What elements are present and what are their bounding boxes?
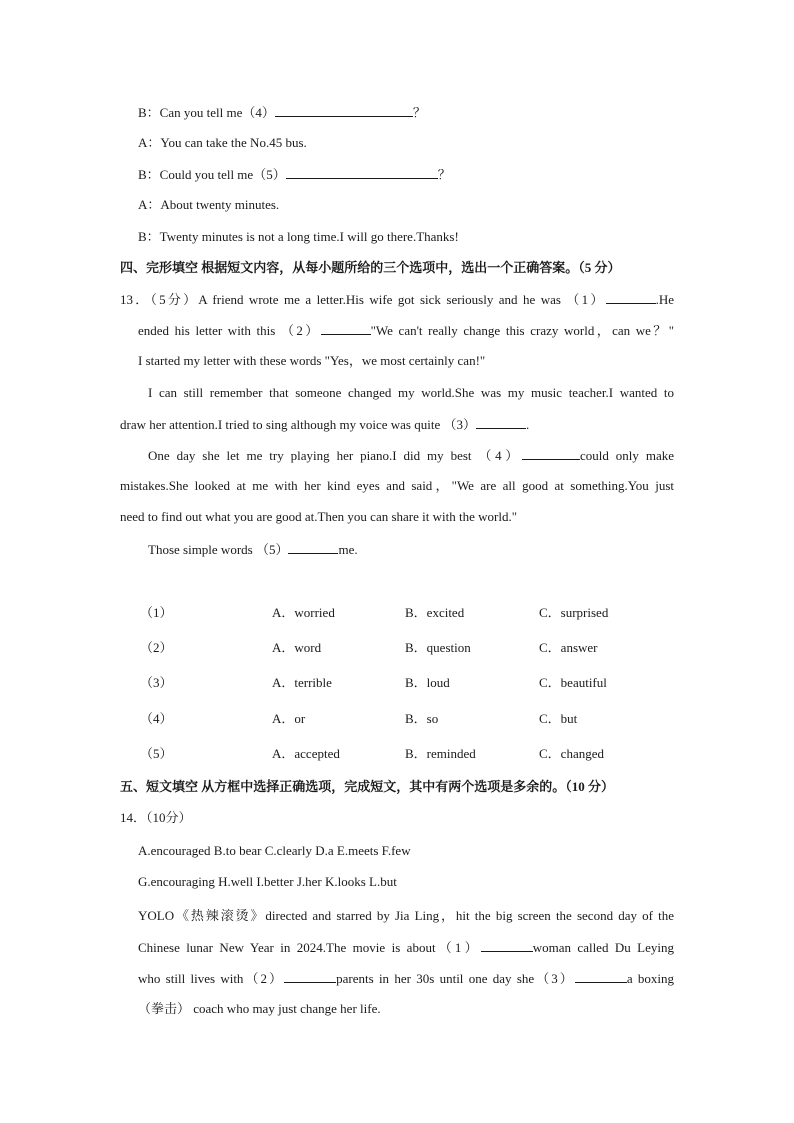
- passage-text: Those simple words （5）: [148, 542, 289, 557]
- speaker-label: B：: [138, 229, 160, 244]
- option-c[interactable]: C．but: [539, 711, 578, 726]
- section4-heading: 四、完形填空 根据短文内容，从每小题所给的三个选项中，选出一个正确答案。（5 分）: [120, 260, 621, 275]
- passage-line: [138, 970, 674, 987]
- dialogue-text: Could you tell me（5）: [159, 167, 286, 182]
- passage-text: "We can't really change this crazy world，can we？": [370, 323, 674, 338]
- option-a[interactable]: A．terrible: [272, 675, 332, 690]
- option-b[interactable]: B．so: [405, 711, 439, 726]
- passage-text: woman called Du Leying: [532, 940, 674, 955]
- passage-text: A friend wrote me a letter.His wife got sick seriously and he was （1）: [198, 292, 606, 307]
- passage-text: .He: [655, 292, 674, 307]
- cloze-line: [148, 447, 674, 464]
- cloze-line: [120, 291, 674, 308]
- option-number: （4）: [140, 711, 173, 726]
- cloze-blank-3[interactable]: [476, 416, 526, 429]
- question-number: 14．（10分）: [120, 810, 192, 825]
- option-b[interactable]: B．question: [405, 640, 471, 655]
- speaker-label: A：: [138, 197, 161, 212]
- passage-text: ended his letter with this （2）: [138, 323, 321, 338]
- option-number: （1）: [140, 605, 173, 620]
- question-number: 13．（5分）: [120, 292, 199, 307]
- passage-line: [138, 939, 674, 956]
- option-c[interactable]: C．changed: [539, 746, 604, 761]
- cloze-blank-4[interactable]: [522, 447, 580, 460]
- cloze-blank-2[interactable]: [321, 322, 371, 335]
- choice-list: A.encouraged B.to bear C.clearly D.a E.meets F.few: [138, 843, 411, 858]
- option-a[interactable]: A．accepted: [272, 746, 340, 761]
- speaker-label: B：: [138, 167, 160, 182]
- cloze-line: [138, 322, 674, 339]
- cloze-line: I started my letter with these words "Yes，we most certainly can!": [138, 353, 486, 368]
- option-a[interactable]: A．worried: [272, 605, 335, 620]
- option-number: （2）: [140, 640, 173, 655]
- cloze-line: need to find out what you are good at.Then you can share it with the world.": [120, 509, 518, 524]
- cloze-blank-5[interactable]: [288, 541, 338, 554]
- choice-list: G.encouraging H.well I.better J.her K.looks L.but: [138, 874, 397, 889]
- section5-heading: 五、短文填空 从方框中选择正确选项，完成短文，其中有两个选项是多余的。（10 分）: [120, 779, 615, 794]
- dialogue-line-5: [138, 229, 459, 245]
- cloze-line: mistakes.She looked at me with her kind eyes and said，"We are all good at something.You just: [120, 478, 674, 493]
- passage-line: YOLO《热辣滚烫》directed and starred by Jia Ling，hit the big screen the second day of the: [138, 908, 674, 923]
- option-b[interactable]: B．reminded: [405, 746, 476, 761]
- option-b[interactable]: B．loud: [405, 675, 450, 690]
- dialogue-punct: ？: [437, 167, 451, 182]
- answer-blank[interactable]: [286, 166, 438, 179]
- dialogue-text: Twenty minutes is not a long time.I will go there.Thanks!: [159, 229, 459, 244]
- option-c[interactable]: C．answer: [539, 640, 598, 655]
- passage-line: （拳击） coach who may just change her life.: [138, 1001, 381, 1016]
- option-number: （3）: [140, 675, 173, 690]
- cloze-line: [148, 541, 358, 558]
- cloze-blank-1[interactable]: [606, 291, 656, 304]
- option-a[interactable]: A．or: [272, 711, 306, 726]
- fill-blank-1[interactable]: [481, 939, 533, 952]
- option-a[interactable]: A．word: [272, 640, 322, 655]
- cloze-line: [120, 416, 529, 433]
- option-c[interactable]: C．beautiful: [539, 675, 607, 690]
- answer-blank[interactable]: [275, 104, 413, 117]
- dialogue-line-3: [138, 166, 451, 183]
- speaker-label: A：: [138, 135, 161, 150]
- passage-text: a boxing: [626, 971, 675, 986]
- passage-text: draw her attention.I tried to sing although my voice was quite （3）: [120, 417, 476, 432]
- cloze-line: I can still remember that someone changed my world.She was my music teacher.I wanted to: [148, 385, 674, 400]
- passage-text: me.: [338, 542, 358, 557]
- option-b[interactable]: B．excited: [405, 605, 465, 620]
- passage-text: .: [525, 417, 530, 432]
- passage-text: Chinese lunar New Year in 2024.The movie is about（1）: [138, 940, 481, 955]
- dialogue-text: You can take the No.45 bus.: [160, 135, 307, 150]
- option-number: （5）: [140, 746, 173, 761]
- fill-blank-3[interactable]: [575, 970, 627, 983]
- option-c[interactable]: C．surprised: [539, 605, 609, 620]
- dialogue-line-4: [138, 197, 279, 213]
- passage-text: who still lives with（2）: [138, 971, 285, 986]
- speaker-label: B：: [138, 105, 160, 120]
- dialogue-line-1: [138, 104, 426, 121]
- passage-text: parents in her 30s until one day she（3）: [336, 971, 575, 986]
- dialogue-text: Can you tell me（4）: [159, 105, 275, 120]
- dialogue-punct: ？: [412, 105, 426, 120]
- fill-blank-2[interactable]: [284, 970, 336, 983]
- passage-text: One day she let me try playing her piano.I did my best （4）: [148, 448, 522, 463]
- dialogue-text: About twenty minutes.: [160, 197, 280, 212]
- passage-text: could only make: [579, 448, 674, 463]
- dialogue-line-2: [138, 135, 307, 151]
